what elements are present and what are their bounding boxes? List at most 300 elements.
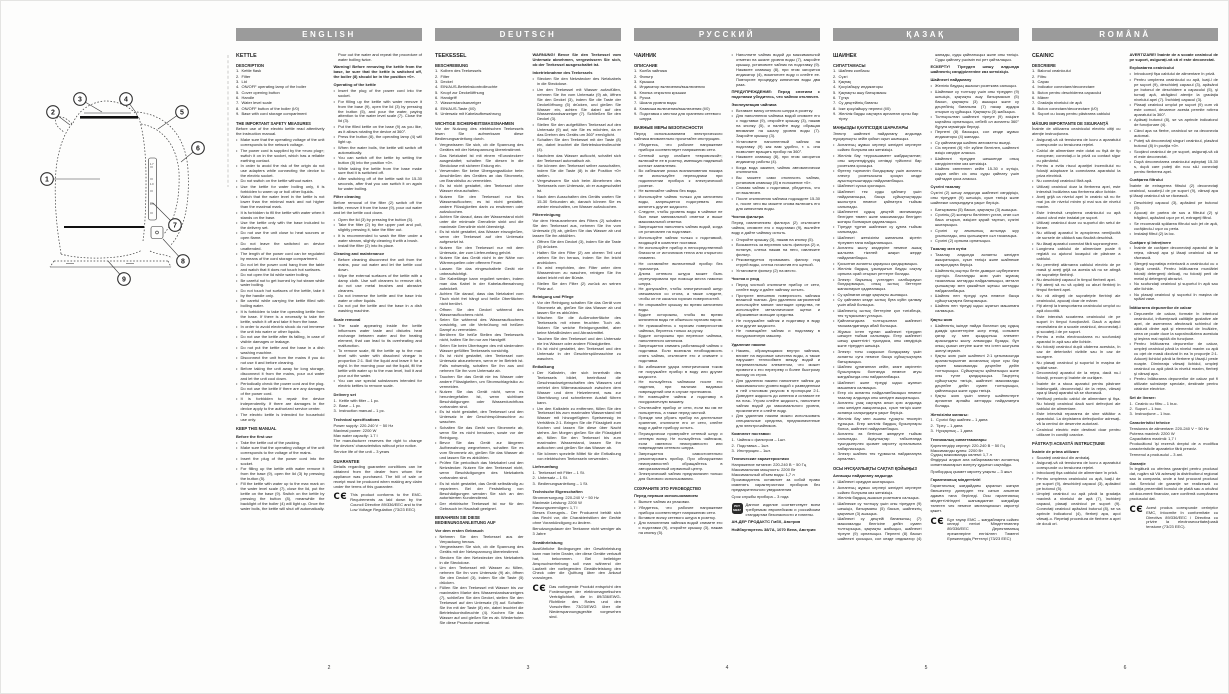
- spec-heading: Технические характеристики: [731, 456, 789, 462]
- item-number: 5.: [236, 89, 240, 95]
- product-title: ЧАЙНИК: [634, 53, 657, 59]
- bullet-glyph: •: [532, 370, 534, 376]
- subsection-heading: Чистка фильтра: [731, 214, 764, 220]
- subsection-heading: Cleaning and maintenance: [333, 251, 385, 257]
- subsection-heading: Garanţie: [1129, 460, 1146, 466]
- bullet-item: • Umpleţi ceainicul cu apă până la gradaţia maximă a nivelului de apă (7), închideţi capacul, plasaţi ceainicul pe suport (9). Conectaţi ceainicul apăsând butonul (8), se va aprinde indicatorul (4), fierbeţi apa, apoi vărsaţi-o. Repetaţi procedura de fierbere a apei de două ori.: [1032, 491, 1121, 526]
- section-heading: ОСЫ НҰСҚАУЛЫҚТЫ САҚТАП ҚОЙЫҢЫЗ: [833, 465, 917, 471]
- bullet-item: • Nutzen Sie den Teekessel nur mit dem Untersatz, der zum Lieferumfang gehört.: [435, 244, 524, 255]
- body-paragraph: Before removal of the filter (2) switch off the kettle, remove it from the base (9), pour out water and let the kettle cool down.: [333, 200, 422, 216]
- bullet-glyph: •: [236, 365, 238, 371]
- callout-number: 7: [173, 222, 177, 230]
- bullet-item: • Verificaţi periodic cablul de alimentare şi fişa. Nu folosiţi ceainicul dacă sunt defecţiuni ale cablului de alimentare.: [1032, 395, 1121, 411]
- bullet-glyph: •: [731, 108, 733, 114]
- bullet-glyph: •: [333, 88, 335, 94]
- bullet-glyph: •: [333, 165, 335, 171]
- numbered-item: 8. ON/OFF button of the boiler (I/0): [236, 105, 300, 111]
- on-off-switch-dot: [156, 231, 159, 234]
- bullet-item: • Um den Kalkstein zu entfernen, füllen Sie den Teekessel bis zum maximalen Wasserstand mit Wasser mit hinzugefügtem Speiseessig im Verhältnis 2:1. Bringen Sie die Flüssigkeit zum Kochen und lassen Sie diese über Nacht stehen. Am Morgen gießen Sie die Flüssigkeit ab, füllen Sie den Teekessel bis zum maximalen Wasserstand, lassen Sie ihn aufkochen und gießen Sie das Wasser ab.: [532, 405, 621, 451]
- numbered-item: 2. Filter: [236, 73, 251, 79]
- bullet-glyph: •: [1032, 230, 1034, 236]
- bullet-item: • Не помещайте чайник и подставку в посудомоечную машину.: [634, 394, 723, 405]
- page-number: 4: [725, 665, 729, 671]
- bullet-glyph: •: [1129, 76, 1131, 82]
- bullet-glyph: •: [236, 439, 238, 445]
- bullet-glyph: •: [1129, 291, 1131, 297]
- bullet-glyph: •: [731, 317, 733, 323]
- bullet-item: • You can switch off the kettle by setting the button (8) into the position «0».: [333, 155, 422, 166]
- section-heading: BESCHREIBUNG: [435, 63, 469, 69]
- bullet-item: • Put the filled kettle on the base (9) as you like, as it allows rotating the device at 360°.: [333, 123, 422, 134]
- bullet-item: • Aveţi grijă ca nivelul apei în ceainic să nu fie mai jos de nivelul minim şi mai sus de nivelul maxim.: [1032, 194, 1121, 210]
- bullet-glyph: •: [435, 291, 437, 297]
- subsection-heading: Exploatarea ceainicului: [1129, 65, 1174, 71]
- bullet-item: • Шайнектің ыстық беттеріне қол тигізбеңіз, тек тұтқасынан ұстаңыз.: [833, 307, 922, 318]
- warning-paragraph: ЕСКЕРТУ! Тіреуден шешу алдында шайнектің сөндірілгеніне көз жеткізіңіз.: [930, 63, 1019, 74]
- bullet-glyph: •: [1129, 260, 1131, 266]
- bullet-item: • Stecken Sie den Netzstecker des Netzkabels in die Steckdose.: [435, 554, 524, 565]
- bullet-glyph: •: [1032, 137, 1034, 143]
- bullet-glyph: •: [236, 445, 238, 451]
- bullet-item: • Do not use the unit close to heat sources or open flame.: [236, 230, 325, 241]
- body-paragraph: The manufacturer reserves the right to change the devices' characteristics without prior notice.: [333, 437, 422, 448]
- bullet-item: • You can use special substances intended for electric kettles to remove scale.: [333, 378, 422, 389]
- bullet-item: • It is forbidden to take the operating kettle from the base. If there is a necessity to take the kettle, switch it off and take it from the base.: [236, 308, 325, 324]
- callout-5: [158, 106, 188, 129]
- bullet-glyph: •: [435, 306, 437, 312]
- spec-heading: Техникалық сипаттамалары: [930, 436, 987, 442]
- bullet-item: • Су қайнаған кезде қақпақты ашпаңыз.: [833, 291, 909, 297]
- bullet-item: • Es ist nicht gestattet, den Teekessel vom Untersatz abzunehmen, wenn er im Betrieb ist. Falls notwendig, schalten Sie ihn aus und nehmen Sie ihn vom Untersatz ab.: [435, 353, 524, 374]
- bullet-item: • Es wird empfohlen, den Filter unter dem Wasserstrom zu waschen, reinigen Sie ihn dabei leicht mit der Bürste.: [532, 265, 621, 281]
- bullet-glyph: •: [236, 344, 238, 350]
- bullet-item: • Nu utilizaţi aparatul în apropierea nemijlocită de sursele de căldură sau flacără deschisă.: [1032, 230, 1121, 241]
- subsection-heading: Жеткізілім жинағы:: [930, 411, 969, 417]
- bullet-item: • După deconectarea ceainicului aşteptaţi 15-30 s, după care puteţi din nou să-l conectaţi pentru fierberea apei.: [1129, 159, 1218, 174]
- manufacturer-address: АН-ДЕР ПРОДАКТС ГмбХ, Австрия: [731, 519, 801, 525]
- bullet-glyph: •: [930, 155, 932, 161]
- bullet-item: • Nach dem Ausschalten des Geräts warten Sie 15-30 Sekunden ab, danach können Sie es wieder einschalten, um Wasser aufzukochen.: [532, 193, 621, 209]
- bullet-item: • Tauchen Sie den Teekessel und den Untersatz nie ins Wasser oder andere Flüssigkeiten.: [532, 335, 621, 346]
- bullet-item: • Не помещайте чайник и подставку в посудомоечную машину.: [731, 328, 820, 339]
- bullet-item: • Электр шайнек тек тұрмыста пайдалануға арналған.: [833, 451, 922, 462]
- conformity-text: Данное изделие соответствует всем требуемым европейским и российским стандартам безопасности и гигиены.: [745, 502, 820, 518]
- spec-heading: Technical specifications: [333, 416, 380, 422]
- bullet-item: • Bevor Sie das Gerät zur längeren Aufbewahrung wegnehmen, schalten Sie es vom Stromnetz ab, gießen Sie das Wasser ab und lassen Sie es abkühlen.: [435, 440, 524, 460]
- bullet-glyph: •: [236, 396, 238, 402]
- bullet-glyph: •: [333, 322, 335, 328]
- bullet-glyph: •: [236, 240, 238, 246]
- bullet-item: • Когда вода закипит, чайник автоматически отключится.: [731, 164, 820, 175]
- bullet-item: • Прежде чем убрать прибор на длительное хранение, отключите его от сети, слейте воду и дайте прибору остыть.: [634, 415, 723, 431]
- bullet-glyph: •: [1032, 147, 1034, 153]
- bullet-item: • Open the lid (3) by pressing the button (5).: [333, 216, 414, 222]
- bullet-item: • Depunerile de calcar, formate în interiorul ceainicului, influenţează calităţile gustative ale apei, de asemenea afectează schimbul de căldură dintre apă şi elementul de încălzire, ceea ce poate duce la supraîncălzirea acestuia şi ieşirea mai rapidă din funcţiune.: [1129, 310, 1218, 341]
- bullet-item: • Stellen Sie den aufgefüllten Teekessel auf den Untersatz (9) auf, wie Sie es möchten, da er das Drehen des Geräts um 360° ermöglicht.: [532, 121, 621, 137]
- bullet-glyph: •: [833, 364, 835, 370]
- numbered-item: 6. Handgriff: [435, 95, 457, 101]
- bullet-glyph: •: [1032, 178, 1034, 184]
- bullet-item: • Stellen Sie den Filter (2) zurück an seinen Platz auf.: [532, 280, 621, 291]
- bullet-item: • Нажмите клавишу (8), при этом загорится индикатор работы (4).: [731, 154, 820, 165]
- body-paragraph: Перед использованием электрического чайника внимательно прочитайте инструкцию.: [634, 130, 723, 141]
- numbered-item: 4. ON/OFF operating lamp of the boiler: [236, 84, 307, 90]
- bullet-item: • Возьмитесь за верхнюю часть фильтра (2) и, потянув, слегка нажав на него, извлеките фильтр.: [731, 241, 820, 257]
- bullet-item: • Будьте осторожны при переносе чайника, наполненного кипятком.: [634, 332, 723, 343]
- numbered-item: 3. Deckel: [435, 79, 453, 84]
- spec-line: Tensiunea de alimentare: 220-240 V ~ 50 Hz: [1129, 425, 1209, 431]
- callout-number: 5: [180, 109, 184, 117]
- bullet-glyph: •: [930, 166, 932, 172]
- bullet-glyph: •: [1032, 380, 1034, 386]
- kettle-handle-inner: [141, 124, 179, 234]
- section-heading: BEWAHREN SIE DIESE BEDIENUNGSANLEITUNG AUF: [435, 515, 496, 526]
- bullet-glyph: •: [435, 565, 437, 571]
- numbered-item: 8. EIN/AUS-Taste (I/0): [435, 105, 476, 111]
- bullet-glyph: •: [833, 224, 835, 230]
- item-number: 6.: [435, 95, 439, 101]
- spec-heading: Technische Eigenschaften: [532, 489, 583, 495]
- bullet-glyph: •: [435, 424, 437, 430]
- bullet-glyph: •: [333, 242, 335, 248]
- bullet-item: • Das Netzkabel ist mit einem «Eurostecker» ausgestattet; schalten Sie diesen in die Steckdose mit sicherer Erdung ein.: [435, 152, 524, 168]
- kettle-heating-plate: [64, 226, 144, 228]
- bullet-glyph: •: [532, 299, 534, 305]
- bullet-glyph: •: [236, 465, 238, 471]
- section-heading: THE IMPORTANT SAFETY MEASURES: [236, 120, 311, 126]
- bullet-glyph: •: [833, 348, 835, 354]
- bullet-item: • Wischen Sie die Außenoberfläche des Teekessels mit einem feuchten Tuch ab. Nutzen Sie weiche Reinigungsmittel, aber keine Metallbürsten und Abrasivmittel.: [532, 315, 621, 336]
- item-number: 5.: [833, 89, 837, 95]
- body-paragraph: Dieses Erzeugnis... Der Produzent behält sich das Recht vor, die Charakteristiken der Geräte ohne Vorankündigung zu ändern.: [532, 509, 621, 525]
- bullet-glyph: •: [634, 188, 636, 194]
- subsection-heading: Сүзгіні тазалау: [930, 184, 961, 190]
- bullet-glyph: •: [333, 216, 335, 222]
- bullet-item: • Vergewissern Sie sich, ob die Spannung des Gerätes mit der Netzspannung übereinstimmt.: [435, 142, 524, 153]
- bullet-item: • Nu permiteţi atârnarea cablului electric de pe masă şi aveţi grijă ca acesta să nu se atingă de suprafeţe fierbinţi.: [1032, 261, 1121, 277]
- bullet-item: • Apăsaţi butonul (8), se va aprinde indicatorul de funcţionare (4).: [1129, 117, 1218, 128]
- bullet-item: • Pentru umplerea ceainicului cu apă, luaţi-l de pe suport (9), deschideţi capacul (3), apăsând pe butonul (5).: [1032, 475, 1121, 491]
- numbered-item: 2. Filter: [435, 73, 450, 79]
- bullet-item: • Запрещается самостоятельно ремонтировать прибор. При обнаружении неисправностей обращайтесь в авторизованный сервисный центр.: [634, 450, 723, 471]
- bullet-item: • Қайнатындыға толтырылған шайнекті тасымалдағанда абай болыңыз.: [833, 318, 922, 329]
- bullet-item: • Der elektrische Teekessel ist nur für den Gebrauch im Haushalt geeignet.: [435, 500, 524, 511]
- bullet-glyph: •: [532, 76, 534, 82]
- bullet-glyph: •: [333, 175, 335, 181]
- subsection-heading: Set de livrare:: [1129, 394, 1156, 400]
- bullet-item: • Do not immerse the kettle and the base into water or other liquids.: [333, 293, 422, 303]
- numbered-item: 1. Balonul ceainicului: [1032, 68, 1071, 74]
- bullet-item: • It is recommended to wash the filter under a water stream, slightly cleaning it with a brush.: [333, 232, 422, 243]
- bullet-glyph: •: [731, 113, 733, 119]
- product-title: CEAINIC: [1032, 53, 1054, 59]
- bullet-item: • Убедитесь, что рабочее напряжение прибора соответствует напряжению сети.: [634, 504, 723, 515]
- callout-8: [163, 239, 189, 267]
- bullet-glyph: •: [634, 245, 636, 251]
- bullet-glyph: •: [1032, 292, 1034, 298]
- bullet-glyph: •: [833, 291, 835, 297]
- bullet-item: • Fiţi atenţi la transportarea ceainicului umplut cu apă clocotită.: [1032, 303, 1121, 314]
- bullet-item: • Insert the plug of the power cord into the socket.: [236, 455, 325, 466]
- bullet-item: • Pentru a evita riscul apariţiei incendiului nu folosiţi adaptoare la conectarea aparatului la priza electrică.: [1032, 163, 1121, 178]
- water-level-label: 0.5: [150, 203, 154, 206]
- item-number: 2.: [930, 422, 934, 428]
- numbered-item: 5. Knopf zur Deckelöffnung: [435, 89, 485, 95]
- bullet-glyph: •: [435, 193, 437, 199]
- bullet-item: • Выньте чайник из упаковки.: [634, 499, 690, 505]
- conformity-text: Acest produs corespunde cerinţelor EMC, întocmite în conformitate cu Directiva 89/336/EEC i Directiva cu privire la electrosecuritate/joasă tensiune (73/23 EEC).: [1146, 504, 1218, 530]
- bullet-item: • Before taking the unit away for long storage, disconnect it from the mains, pour out water and let the unit cool down.: [236, 365, 325, 381]
- bullet-glyph: •: [532, 178, 534, 184]
- bullet-glyph: •: [1129, 220, 1131, 226]
- numbered-item: 1. Kolben des Teekessels: [435, 68, 482, 74]
- bullet-item: • Өртену тәуекелін болдырмау үшін аспапты электр розеткасына қосқан кезде ауыстырғыштарды пайдаланбаңыз.: [833, 167, 922, 183]
- bullet-glyph: •: [435, 533, 437, 539]
- numbered-item: 3. Инструкция – 1шт.: [731, 447, 771, 453]
- water-level-label: 1.0: [150, 183, 154, 186]
- item-number: 9.: [236, 111, 240, 117]
- item-number: 1.: [435, 68, 439, 74]
- kettle-lid-band: [80, 116, 138, 119]
- bullet-item: • Halten Sie den Filter (2) am oberen Teil und ziehen Sie ihn heraus, indem Sie ihn leicht andrücken.: [532, 249, 621, 265]
- spec-line: Power supply: 220-240 V ~ 50 Hz: [333, 422, 394, 428]
- numbered-item: 1. Колба чайника: [634, 68, 667, 74]
- item-number: 2.: [333, 402, 337, 408]
- language-header-deutsch: DEUTSCH: [435, 28, 621, 41]
- item-number: 8.: [634, 105, 638, 111]
- item-number: 6.: [833, 95, 837, 101]
- bullet-item: • Убедитесь, что рабочее напряжение прибора соответствует напряжению сети.: [634, 142, 723, 153]
- bullet-item: • Используйте чайник только с подставкой, входящей в комплект поставки.: [634, 234, 723, 245]
- bullet-item: • Шайнекті су деңгейі бағанының (7) максималды белгісіне дейін сумен толтырыңыз, қақпақты жабыңыз, шайнекті тіреуге (9) орнатыңыз. Пернені (8) басып шайнекті қосыңыз, сол кезде индикатор (4) жанады, суды қайнатыңыз және оны төгіңіз. Суды қайнату рәсімін екі рет қайталаңыз.: [833, 53, 1019, 541]
- bullet-item: • For filling up the kettle with water remove it from the base (9), open the lid (3) by pressing the button (5).: [236, 465, 325, 481]
- bullet-glyph: •: [236, 147, 238, 153]
- bullet-glyph: •: [833, 276, 835, 282]
- bullet-glyph: •: [833, 451, 835, 457]
- bullet-item: • Желілік баудың ашасын розеткаға салыңыз.: [833, 495, 920, 501]
- bullet-glyph: •: [532, 137, 534, 143]
- numbered-item: 1. Ceainic cu filtru – 1 buc.: [1129, 400, 1178, 406]
- bullet-item: • Lungimea cablului de alimentare poate fi reglată cu ajutorul locaşului de păstrare a cablului.: [1032, 246, 1121, 262]
- bullet-item: • Take the kettle out of the packing.: [236, 439, 301, 445]
- subsection-heading: Эксплуатация чайника: [731, 102, 777, 108]
- numbered-item: 5. Buton pentru deschiderea capacului: [1032, 89, 1102, 95]
- bullet-glyph: •: [236, 220, 238, 226]
- bullet-glyph: •: [731, 267, 733, 273]
- numbered-item: 9. Желілік бауды сақтауға арналған орны бар тіреу: [833, 111, 919, 122]
- bullet-glyph: •: [532, 346, 534, 352]
- conformity-mark-row: [334, 493, 423, 513]
- body-paragraph: Details regarding guarantee conditions can be obtained from the dealer from whom the appliance was purchased. The bill of sale or receipt must be produced when making any claim under the terms of this guarantee.: [333, 463, 422, 489]
- bullet-glyph: •: [1129, 310, 1131, 316]
- bullet-item: • Не включайте чайник без воды.: [634, 188, 698, 194]
- bullet-glyph: •: [236, 163, 238, 169]
- rostest-certification-icon: [732, 503, 743, 514]
- ce-mark-icon: CЄ: [532, 583, 547, 594]
- item-number: 7.: [435, 100, 439, 106]
- section-heading: МАҢЫЗДЫ ҚАУІПСІЗДІК ШАРАЛАРЫ: [833, 125, 909, 131]
- item-number: 3.: [435, 79, 439, 84]
- bullet-item: • Watch that the water level in the kettle is not lower than the minimal mark and not higher than the maximal mark.: [236, 194, 325, 210]
- numbered-item: 4. Indicator conectare/deconectare: [1032, 84, 1095, 90]
- bullet-glyph: •: [634, 379, 636, 385]
- warning-paragraph: WARNUNG! Bevor Sie den Teekessel vom Untersatz abnehmen, vergewissern Sie sich, ob der Teekessel ausgeschaltet ist.: [532, 53, 621, 67]
- item-number: 3.: [930, 428, 934, 434]
- bullet-glyph: •: [1032, 460, 1034, 466]
- body-paragraph: Производитель оставляет за собой право изменять характеристики приборов без предварительного уведомления: [731, 477, 820, 493]
- subsection-heading: Гарантиялық мiндеттiлiгi: [930, 477, 981, 483]
- bullet-item: • Înainte de a stoca aparatul pentru păstrare îndelungată, deconectaţi-l de la reţea, vărsaţi apa şi lăsaţi aparatul să se răcească.: [1032, 380, 1121, 396]
- page-number: 6: [1123, 665, 1127, 671]
- bullet-glyph: •: [930, 145, 932, 151]
- item-number: 8.: [1032, 105, 1036, 111]
- bullet-item: • Do not put the kettle and the base in a dish washing machine.: [236, 344, 325, 355]
- language-block-russian: [634, 28, 820, 671]
- bullet-glyph: •: [634, 450, 636, 456]
- bullet-glyph: •: [236, 355, 238, 361]
- bullet-glyph: •: [930, 206, 932, 212]
- item-number: 6.: [1032, 95, 1036, 101]
- bullet-item: • Шайнек сөнгеннен кейін 15-30 с күтіңіз, содан кейін сіз оны суды қайнату үшін қайтадан қоса аласыз.: [930, 166, 1019, 181]
- bullet-item: • Используйте чайник только для кипячения воды, запрещается подогревать или кипятить другие жидкости.: [634, 193, 723, 209]
- item-number: 1.: [1129, 400, 1133, 406]
- subsection-heading: Reinigung und Pflege: [532, 293, 574, 299]
- manufacturer-address: Нойбаугюртель 38/7А, 1070 Вена, Австрия: [731, 526, 816, 532]
- bullet-item: • Do not open the lid while water boiling.: [236, 272, 309, 278]
- bullet-item: • Вы можете сами отключить чайник, установив клавишу (8) в положение «0».: [731, 174, 820, 185]
- bullet-item: • Nu plasaţi ceainicul şi suportul în maşina de spălat vase.: [1129, 291, 1218, 302]
- callout-9: [108, 261, 130, 285]
- subsection-heading: Entkalkung: [532, 364, 555, 370]
- bullet-glyph: •: [435, 167, 437, 173]
- bullet-item: • Introduceţi fişa cablului de alimentare în priză.: [1129, 71, 1216, 77]
- bullet-item: • Сүзгіні су ағынының астында жуу ұсынылады, оны қылшақпен сәл тазалаңыз.: [930, 227, 1019, 238]
- bullet-glyph: •: [634, 404, 636, 410]
- bullet-item: • Шайнекті тіреуден шешкенде оның сөндірілгеніне көз жеткізіңіз.: [930, 155, 1019, 166]
- numbered-item: 7. Су деңгейінің бағаны: [833, 100, 878, 106]
- bullet-glyph: •: [634, 260, 636, 266]
- bullet-item: • Stecken Sie den Netzstecker des Netzkabels in die Steckdose.: [532, 76, 621, 87]
- bullet-glyph: •: [532, 280, 534, 286]
- spec-line: Максимальная мощность: 2200 Вт: [731, 467, 796, 473]
- numbered-item: 7. Water level scale: [236, 100, 272, 106]
- numbered-item: 4. Қосу/айыру индикаторы: [833, 84, 883, 90]
- bullet-glyph: •: [731, 53, 733, 57]
- item-number: 7.: [236, 100, 240, 106]
- numbered-item: 2. Тіреу – 1 дана: [930, 422, 963, 428]
- numbered-item: 1. Шайнек колбасы: [833, 68, 870, 74]
- bullet-glyph: •: [833, 266, 835, 272]
- bullet-glyph: •: [731, 282, 733, 288]
- bullet-item: • Deschideţi capacul (3), apăsând pe butonul (5).: [1129, 199, 1218, 210]
- bullet-glyph: •: [435, 276, 437, 281]
- bullet-item: • Nu lăsaţi aparatul conectat fără supraveghere.: [1032, 240, 1119, 246]
- bullet-item: • Шайнекті ораудан шығарыңыз.: [833, 479, 895, 485]
- bullet-item: • Пернені (8) басыңыз, сол кезде жұмыс индикаторы (4) жанады.: [930, 129, 1019, 140]
- bullet-item: • Желілік бау мен ашаны тұрақты тексеріп тұрыңыз. Егер желілік баудың бұзылулары болса, шайнекті пайдаланбаңыз.: [833, 415, 922, 431]
- bullet-item: • Um den Teekessel mit Wasser zu füllen, nehmen Sie ihn vom Untersatz (9) ab, öffnen Sie den Deckel (3), indem Sie die Taste (5) drücken.: [435, 565, 524, 585]
- numbered-item: 6. Тұтқа: [833, 95, 849, 101]
- bullet-glyph: •: [532, 265, 534, 271]
- body-paragraph: Înainte de utilizarea ceainicului electric citiţi cu atenţie instrucţiunea.: [1032, 125, 1121, 136]
- numbered-item: 8. Клавиша включения/выключения (I/0): [634, 105, 710, 111]
- warning-paragraph: Warning! Before removing the kettle from the base, be sure that the kettle is switched off, the boiler (8) should be in the position «0».: [333, 63, 422, 79]
- bullet-item: • Аспапты өз бетінше жөндеуге тыйым салынады. Ақаулықтар табылғанда туындыгерлес қызмет көрсету орталығына хабарласыңыз.: [833, 431, 922, 451]
- numbered-item: 3. Қақпақ: [833, 79, 851, 84]
- bullet-item: • Nehmen Sie den Teekessel aus der Verpackung heraus.: [435, 533, 524, 544]
- numbered-item: 1. Чайник с фильтром – 1шт.: [731, 437, 786, 443]
- item-number: 2.: [833, 73, 837, 79]
- callout-number: 6: [196, 145, 200, 153]
- bullet-glyph: •: [1032, 370, 1034, 376]
- bullet-glyph: •: [833, 400, 835, 406]
- bullet-glyph: •: [731, 328, 733, 334]
- bullet-item: • Make sure that the operating voltage of the unit corresponds to the voltage of the mains.: [236, 445, 325, 456]
- bullet-glyph: •: [1129, 138, 1131, 144]
- bullet-item: • Periodically check the power cord and the plug. Do not use the kettle if there are any damages of the power cord.: [236, 381, 325, 396]
- bullet-glyph: •: [532, 152, 534, 158]
- callout-4: [120, 93, 137, 114]
- item-number: 2.: [1129, 405, 1133, 411]
- bullet-glyph: •: [930, 267, 932, 273]
- item-number: 2.: [634, 73, 638, 79]
- bullet-glyph: •: [333, 348, 335, 354]
- bullet-glyph: •: [333, 134, 335, 140]
- conformity-text: This product conforms to the EMC-Requirements as laid down by the Council Directive 89/336/EEC and to the Low Voltage Regulation (73/23 EEC): [350, 492, 422, 512]
- bullet-glyph: •: [1032, 277, 1034, 282]
- item-number: 4.: [1032, 84, 1036, 90]
- spec-line: Maximale Leistung: 2200 W: [532, 499, 582, 505]
- bullet-glyph: •: [930, 227, 932, 233]
- bullet-glyph: •: [930, 238, 932, 243]
- item-number: 3.: [1032, 79, 1036, 84]
- bullet-glyph: •: [236, 308, 238, 314]
- ce-mark-icon: CЄ: [930, 516, 945, 527]
- bullet-item: • Schalten Sie den Teekessel mit der Taste (8) ein, dabei leuchtet die Betriebskontrolleuchte (4).: [532, 137, 621, 153]
- item-number: 1.: [634, 68, 638, 74]
- numbered-item: 5. Кнопка открытия крышки: [634, 89, 686, 95]
- callout-number: 1: [45, 176, 49, 184]
- bullet-glyph: •: [435, 317, 437, 323]
- bullet-item: • Do not put the kettle and the base in a dish washing machine.: [333, 303, 422, 314]
- water-level-ticks: [150, 167, 153, 213]
- product-title: TEEKESSEL: [435, 53, 467, 59]
- bullet-glyph: •: [236, 194, 238, 200]
- numbered-item: 6. Ручка: [634, 95, 651, 101]
- ce-mark-icon: CЄ: [1129, 504, 1144, 515]
- item-number: 1.: [833, 68, 837, 74]
- rostest-code: МЕ67: [733, 507, 741, 512]
- bullet-item: • Asiguraţi-vă că tensiunea de lucru a aparatului corespunde cu tensiunea reţelei.: [1032, 137, 1121, 148]
- bullet-glyph: •: [930, 129, 932, 135]
- subsection-heading: Vor dem ersten Gebrauch: [435, 527, 484, 533]
- bullet-glyph: •: [435, 373, 437, 379]
- item-number: 4.: [634, 84, 638, 90]
- bullet-item: • Не оставляйте включенный прибор без присмотра.: [634, 260, 723, 271]
- bullet-item: • Шайнектің ішінде пайда болатын қақ судың дәмдік қасиеттеріне әсер етеді, сонымен қатар су мен қыздырғыш элемент арасындағы жылу алмасуды бұзады, бұл оның қызып кетуіне және тез істен шығуына әкелуі мүмкін.: [930, 322, 1019, 353]
- bullet-item: • Sie können spezielle Mittel für die Entkalkung von elektrischen Teekesseln verwenden.: [532, 450, 621, 461]
- bullet-glyph: •: [833, 234, 835, 240]
- bullet-glyph: •: [634, 271, 636, 277]
- on-off-switch-outline: [151, 227, 163, 239]
- section-heading: PĂSTRAŢI ACEASTĂ INSTRUCŢIUNE: [1032, 441, 1105, 447]
- bullet-glyph: •: [731, 257, 733, 263]
- bullet-glyph: •: [1032, 240, 1034, 246]
- bullet-glyph: •: [435, 544, 437, 550]
- item-number: 6.: [634, 95, 638, 101]
- water-level-labels: [150, 162, 154, 206]
- bullet-item: • Prüfen Sie periodisch das Netzkabel und den Netzstecker. Nutzen Sie den Teekessel nicht, wenn Beschädigungen des Netzkabels vorhanden sind.: [435, 460, 524, 481]
